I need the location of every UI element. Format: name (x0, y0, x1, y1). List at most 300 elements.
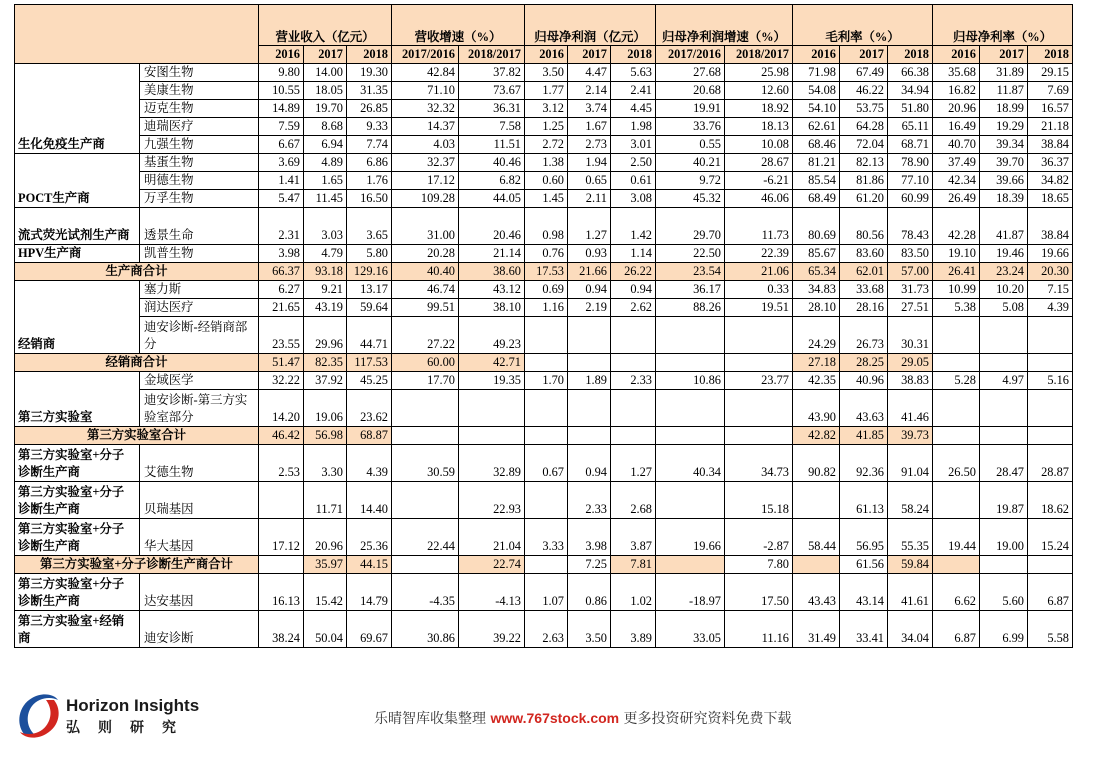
table-row (15, 154, 1073, 172)
value-cell: 46.74 (392, 281, 459, 299)
value-cell: 17.50 (725, 574, 793, 611)
company-name-cell: 凯普生物 (140, 245, 259, 263)
value-cell: 7.58 (459, 118, 525, 136)
value-cell: 1.27 (611, 445, 656, 482)
value-cell: 2.72 (525, 136, 568, 154)
value-cell: 67.49 (840, 64, 888, 82)
value-cell: 34.94 (888, 82, 933, 100)
value-cell: 73.67 (459, 82, 525, 100)
value-cell: 80.69 (793, 208, 840, 245)
value-cell: 61.56 (840, 556, 888, 574)
value-cell: 5.28 (933, 372, 980, 390)
value-cell: 19.44 (933, 519, 980, 556)
value-cell: 59.64 (347, 299, 392, 317)
value-cell: 11.71 (304, 482, 347, 519)
subtotal-row (15, 263, 1073, 281)
value-cell: 88.26 (656, 299, 725, 317)
value-cell: 34.83 (793, 281, 840, 299)
value-cell: 3.33 (525, 519, 568, 556)
value-cell: 3.50 (525, 64, 568, 82)
value-cell (1028, 354, 1073, 372)
company-name-cell: 迪安诊断 (140, 611, 259, 648)
value-cell: 27.18 (793, 354, 840, 372)
value-cell: 3.98 (259, 245, 304, 263)
value-cell: 56.95 (840, 519, 888, 556)
value-cell (725, 354, 793, 372)
value-cell: 22.44 (392, 519, 459, 556)
value-cell: 16.49 (933, 118, 980, 136)
value-cell (933, 482, 980, 519)
value-cell: 68.49 (793, 190, 840, 208)
value-cell: 60.99 (888, 190, 933, 208)
value-cell: 23.55 (259, 317, 304, 354)
value-cell: 6.94 (304, 136, 347, 154)
year-cell: 2018 (888, 46, 933, 64)
value-cell: 19.51 (725, 299, 793, 317)
value-cell (980, 427, 1028, 445)
year-cell: 2017 (840, 46, 888, 64)
value-cell: 11.16 (725, 611, 793, 648)
value-cell: 1.45 (525, 190, 568, 208)
value-cell: 62.61 (793, 118, 840, 136)
value-cell: 29.05 (888, 354, 933, 372)
value-cell: 42.71 (459, 354, 525, 372)
value-cell: 1.70 (525, 372, 568, 390)
watermark-url-link[interactable]: www.767stock.com (490, 710, 620, 726)
value-cell (392, 427, 459, 445)
value-cell (568, 427, 611, 445)
value-cell: 20.30 (1028, 263, 1073, 281)
table-row (15, 445, 1073, 482)
value-cell: 14.89 (259, 100, 304, 118)
value-cell: 33.05 (656, 611, 725, 648)
year-cell: 2017 (568, 46, 611, 64)
category-label: 第三方实验室+经销商 (15, 611, 140, 648)
value-cell (980, 354, 1028, 372)
category-label: 第三方实验室+分子诊断生产商 (15, 574, 140, 611)
value-cell: 0.69 (525, 281, 568, 299)
company-name-cell: 华大基因 (140, 519, 259, 556)
subtotal-label: 第三方实验室合计 (15, 427, 259, 445)
value-cell: 2.33 (611, 372, 656, 390)
value-cell: 31.73 (888, 281, 933, 299)
value-cell (611, 317, 656, 354)
brand-name-cn: 弘则研究 (66, 720, 194, 736)
value-cell: 16.57 (1028, 100, 1073, 118)
value-cell: 27.68 (656, 64, 725, 82)
value-cell: 0.33 (725, 281, 793, 299)
value-cell: 19.10 (933, 245, 980, 263)
value-cell: 16.13 (259, 574, 304, 611)
value-cell: 1.94 (568, 154, 611, 172)
value-cell: 61.13 (840, 482, 888, 519)
value-cell: 5.60 (980, 574, 1028, 611)
year-cell: 2018 (347, 46, 392, 64)
value-cell: 4.47 (568, 64, 611, 82)
value-cell: 43.12 (459, 281, 525, 299)
subtotal-label: 经销商合计 (15, 354, 259, 372)
value-cell: 21.04 (459, 519, 525, 556)
value-cell: 18.13 (725, 118, 793, 136)
value-cell: 33.41 (840, 611, 888, 648)
value-cell: 34.04 (888, 611, 933, 648)
value-cell: 0.67 (525, 445, 568, 482)
table-row (15, 245, 1073, 263)
value-cell: 62.01 (840, 263, 888, 281)
value-cell: 82.35 (304, 354, 347, 372)
value-cell: 0.61 (611, 172, 656, 190)
value-cell (933, 354, 980, 372)
value-cell: 64.28 (840, 118, 888, 136)
value-cell: 1.67 (568, 118, 611, 136)
value-cell: 78.43 (888, 208, 933, 245)
value-cell: 45.32 (656, 190, 725, 208)
value-cell: 13.17 (347, 281, 392, 299)
value-cell: 42.82 (793, 427, 840, 445)
value-cell: 12.60 (725, 82, 793, 100)
value-cell: 32.89 (459, 445, 525, 482)
value-cell: 15.18 (725, 482, 793, 519)
category-label: 第三方实验室+分子诊断生产商 (15, 519, 140, 556)
value-cell (980, 556, 1028, 574)
value-cell (568, 354, 611, 372)
value-cell: 91.04 (888, 445, 933, 482)
value-cell: -6.21 (725, 172, 793, 190)
value-cell (1028, 427, 1073, 445)
value-cell: 25.98 (725, 64, 793, 82)
table-row (15, 519, 1073, 556)
value-cell: 60.00 (392, 354, 459, 372)
value-cell (525, 482, 568, 519)
value-cell: 39.34 (980, 136, 1028, 154)
value-cell: 0.98 (525, 208, 568, 245)
value-cell: -18.97 (656, 574, 725, 611)
value-cell (459, 390, 525, 427)
header-revenue-growth: 营收增速（%） (392, 5, 525, 46)
value-cell: 65.34 (793, 263, 840, 281)
value-cell: 5.38 (933, 299, 980, 317)
value-cell (1028, 317, 1073, 354)
value-cell: 26.22 (611, 263, 656, 281)
value-cell: 30.31 (888, 317, 933, 354)
value-cell: 0.94 (611, 281, 656, 299)
value-cell: 23.62 (347, 390, 392, 427)
value-cell: 10.55 (259, 82, 304, 100)
value-cell: 2.50 (611, 154, 656, 172)
value-cell: 6.87 (1028, 574, 1073, 611)
value-cell: 42.35 (793, 372, 840, 390)
value-cell: 19.66 (656, 519, 725, 556)
value-cell: 17.53 (525, 263, 568, 281)
value-cell: 1.76 (347, 172, 392, 190)
value-cell: 2.33 (568, 482, 611, 519)
year-cell: 2018/2017 (725, 46, 793, 64)
value-cell: 35.68 (933, 64, 980, 82)
value-cell: 41.46 (888, 390, 933, 427)
horizon-logo-icon (14, 686, 62, 746)
value-cell: 20.28 (392, 245, 459, 263)
table-row (15, 82, 1073, 100)
company-name-cell: 润达医疗 (140, 299, 259, 317)
table-row (15, 172, 1073, 190)
value-cell: 1.41 (259, 172, 304, 190)
value-cell: 9.72 (656, 172, 725, 190)
value-cell: 2.63 (525, 611, 568, 648)
header-revenue: 营业收入（亿元） (259, 5, 392, 46)
value-cell: 28.47 (980, 445, 1028, 482)
value-cell: 5.08 (980, 299, 1028, 317)
value-cell: 6.86 (347, 154, 392, 172)
value-cell: 39.70 (980, 154, 1028, 172)
company-name-cell: 明德生物 (140, 172, 259, 190)
value-cell: 17.12 (392, 172, 459, 190)
value-cell: 38.84 (1028, 136, 1073, 154)
value-cell: 53.75 (840, 100, 888, 118)
value-cell: 1.02 (611, 574, 656, 611)
category-label: 生化免疫生产商 (15, 64, 140, 154)
value-cell: 21.18 (1028, 118, 1073, 136)
value-cell: 20.96 (933, 100, 980, 118)
value-cell: 36.17 (656, 281, 725, 299)
value-cell: 34.82 (1028, 172, 1073, 190)
value-cell (725, 390, 793, 427)
value-cell: 85.54 (793, 172, 840, 190)
value-cell: 23.54 (656, 263, 725, 281)
value-cell (568, 317, 611, 354)
value-cell: 6.99 (980, 611, 1028, 648)
value-cell: 68.71 (888, 136, 933, 154)
value-cell: 81.21 (793, 154, 840, 172)
value-cell: 41.85 (840, 427, 888, 445)
value-cell: 10.08 (725, 136, 793, 154)
value-cell: 36.31 (459, 100, 525, 118)
value-cell: 4.97 (980, 372, 1028, 390)
value-cell: 1.25 (525, 118, 568, 136)
value-cell: 32.32 (392, 100, 459, 118)
table-row (15, 611, 1073, 648)
value-cell: 21.14 (459, 245, 525, 263)
value-cell: 3.74 (568, 100, 611, 118)
value-cell: 11.73 (725, 208, 793, 245)
value-cell: 16.50 (347, 190, 392, 208)
value-cell: 23.77 (725, 372, 793, 390)
value-cell: 59.84 (888, 556, 933, 574)
value-cell: 1.89 (568, 372, 611, 390)
table-row (15, 390, 1073, 427)
value-cell (656, 556, 725, 574)
value-cell: 71.10 (392, 82, 459, 100)
value-cell: 19.46 (980, 245, 1028, 263)
category-label: 第三方实验室+分子诊断生产商 (15, 445, 140, 482)
value-cell: 71.98 (793, 64, 840, 82)
value-cell: 0.55 (656, 136, 725, 154)
value-cell: 42.34 (933, 172, 980, 190)
year-cell: 2018 (1028, 46, 1073, 64)
value-cell: 9.80 (259, 64, 304, 82)
value-cell: 69.67 (347, 611, 392, 648)
year-cell: 2017 (304, 46, 347, 64)
value-cell: 39.66 (980, 172, 1028, 190)
value-cell: 58.44 (793, 519, 840, 556)
value-cell: 16.82 (933, 82, 980, 100)
value-cell: 27.22 (392, 317, 459, 354)
value-cell (933, 556, 980, 574)
value-cell: 42.84 (392, 64, 459, 82)
value-cell: 7.80 (725, 556, 793, 574)
year-cell: 2017/2016 (392, 46, 459, 64)
value-cell: 2.62 (611, 299, 656, 317)
value-cell: 21.66 (568, 263, 611, 281)
value-cell: 40.46 (459, 154, 525, 172)
value-cell: 5.16 (1028, 372, 1073, 390)
value-cell: 5.80 (347, 245, 392, 263)
value-cell: 10.86 (656, 372, 725, 390)
value-cell: 1.16 (525, 299, 568, 317)
value-cell (525, 354, 568, 372)
value-cell: 3.69 (259, 154, 304, 172)
category-label: POCT生产商 (15, 154, 140, 208)
value-cell: 117.53 (347, 354, 392, 372)
company-name-cell: 迪瑞医疗 (140, 118, 259, 136)
value-cell: 4.03 (392, 136, 459, 154)
subtotal-label: 第三方实验室+分子诊断生产商合计 (15, 556, 259, 574)
value-cell: 32.37 (392, 154, 459, 172)
value-cell: 2.68 (611, 482, 656, 519)
value-cell: 38.60 (459, 263, 525, 281)
table-row (15, 281, 1073, 299)
category-label: 第三方实验室+分子诊断生产商 (15, 482, 140, 519)
header-gross-margin: 毛利率（%） (793, 5, 933, 46)
value-cell (611, 427, 656, 445)
value-cell: 22.39 (725, 245, 793, 263)
table-row (15, 574, 1073, 611)
value-cell: 17.70 (392, 372, 459, 390)
value-cell: 1.77 (525, 82, 568, 100)
company-name-cell: 迪安诊断-第三方实验室部分 (140, 390, 259, 427)
company-name-cell: 迈克生物 (140, 100, 259, 118)
value-cell: 1.42 (611, 208, 656, 245)
value-cell: 39.73 (888, 427, 933, 445)
company-name-cell: 基蛋生物 (140, 154, 259, 172)
category-label: 第三方实验室 (15, 372, 140, 427)
value-cell: 40.96 (840, 372, 888, 390)
value-cell: 19.70 (304, 100, 347, 118)
company-name-cell: 美康生物 (140, 82, 259, 100)
value-cell: 55.35 (888, 519, 933, 556)
value-cell: 38.83 (888, 372, 933, 390)
value-cell: 36.37 (1028, 154, 1073, 172)
company-name-cell: 万孚生物 (140, 190, 259, 208)
value-cell: 6.82 (459, 172, 525, 190)
value-cell: 26.41 (933, 263, 980, 281)
value-cell: 83.60 (840, 245, 888, 263)
value-cell (933, 390, 980, 427)
value-cell: 1.27 (568, 208, 611, 245)
value-cell (656, 427, 725, 445)
value-cell: 23.24 (980, 263, 1028, 281)
value-cell: 32.22 (259, 372, 304, 390)
value-cell: 7.25 (568, 556, 611, 574)
value-cell: 19.35 (459, 372, 525, 390)
header-net-margin: 归母净利率（%） (933, 5, 1073, 46)
value-cell: 7.15 (1028, 281, 1073, 299)
value-cell (980, 317, 1028, 354)
value-cell: 4.89 (304, 154, 347, 172)
value-cell: 3.50 (568, 611, 611, 648)
value-cell: 54.08 (793, 82, 840, 100)
value-cell: 4.79 (304, 245, 347, 263)
table-row (15, 100, 1073, 118)
table-row (15, 482, 1073, 519)
header-corner (15, 5, 259, 64)
value-cell: 3.01 (611, 136, 656, 154)
value-cell (1028, 390, 1073, 427)
value-cell: 6.87 (933, 611, 980, 648)
value-cell: 10.20 (980, 281, 1028, 299)
value-cell (725, 427, 793, 445)
page-footer (0, 686, 1103, 761)
value-cell: 2.11 (568, 190, 611, 208)
company-name-cell: 塞力斯 (140, 281, 259, 299)
value-cell: 28.67 (725, 154, 793, 172)
watermark-text (374, 708, 792, 728)
value-cell: -4.13 (459, 574, 525, 611)
value-cell: 21.06 (725, 263, 793, 281)
value-cell: 44.15 (347, 556, 392, 574)
value-cell: 14.20 (259, 390, 304, 427)
value-cell: 0.65 (568, 172, 611, 190)
year-cell: 2016 (259, 46, 304, 64)
value-cell: 0.76 (525, 245, 568, 263)
value-cell: 3.98 (568, 519, 611, 556)
value-cell: 83.50 (888, 245, 933, 263)
value-cell: 26.85 (347, 100, 392, 118)
value-cell: 22.74 (459, 556, 525, 574)
value-cell: 1.65 (304, 172, 347, 190)
company-name-cell: 安图生物 (140, 64, 259, 82)
value-cell: 31.00 (392, 208, 459, 245)
value-cell (525, 317, 568, 354)
value-cell: 50.04 (304, 611, 347, 648)
value-cell: 31.35 (347, 82, 392, 100)
value-cell: 65.11 (888, 118, 933, 136)
value-cell: 38.24 (259, 611, 304, 648)
value-cell (392, 390, 459, 427)
value-cell (725, 317, 793, 354)
value-cell: 25.36 (347, 519, 392, 556)
value-cell: 5.63 (611, 64, 656, 82)
value-cell: 93.18 (304, 263, 347, 281)
value-cell (525, 390, 568, 427)
value-cell: 26.49 (933, 190, 980, 208)
value-cell (611, 390, 656, 427)
value-cell: -2.87 (725, 519, 793, 556)
value-cell: 14.79 (347, 574, 392, 611)
value-cell: 22.50 (656, 245, 725, 263)
value-cell: 18.65 (1028, 190, 1073, 208)
value-cell: 49.23 (459, 317, 525, 354)
value-cell: 18.92 (725, 100, 793, 118)
value-cell: 68.46 (793, 136, 840, 154)
value-cell: 18.99 (980, 100, 1028, 118)
value-cell: 15.24 (1028, 519, 1073, 556)
value-cell: 31.89 (980, 64, 1028, 82)
value-cell: 19.06 (304, 390, 347, 427)
value-cell: 19.29 (980, 118, 1028, 136)
value-cell: 18.39 (980, 190, 1028, 208)
value-cell: 2.14 (568, 82, 611, 100)
value-cell: 82.13 (840, 154, 888, 172)
